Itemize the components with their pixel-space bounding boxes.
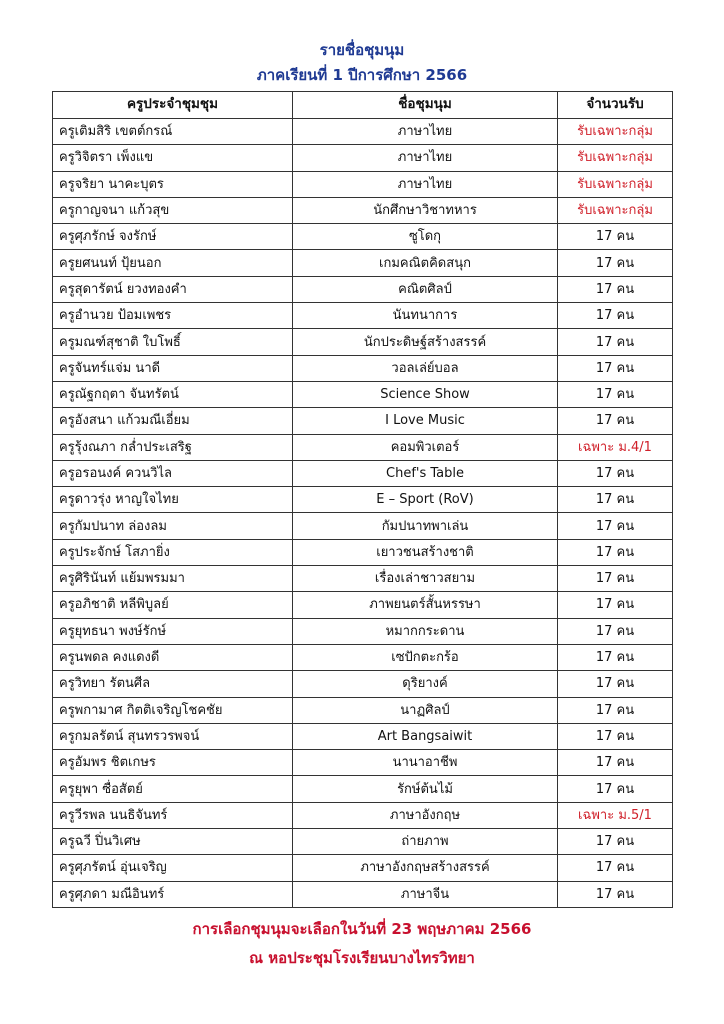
capacity-cell: 17 คน — [558, 276, 673, 302]
teacher-name-cell: ครูนพดล คงแดงดี — [53, 644, 293, 670]
teacher-name-cell: ครูกัมปนาท ล่องลม — [53, 513, 293, 539]
capacity-cell: 17 คน — [558, 460, 673, 486]
teacher-name-cell: ครูศุภรักษ์ จงรักษ์ — [53, 224, 293, 250]
club-name-cell: E – Sport (RoV) — [293, 487, 558, 513]
capacity-cell: 17 คน — [558, 303, 673, 329]
club-name-cell: I Love Music — [293, 408, 558, 434]
capacity-cell: 17 คน — [558, 881, 673, 907]
club-name-cell: นานาอาชีพ — [293, 750, 558, 776]
capacity-cell: รับเฉพาะกลุ่ม — [558, 197, 673, 223]
teacher-name-cell: ครูวิจิตรา เพ็งแข — [53, 145, 293, 171]
table-row — [53, 776, 673, 802]
club-name-cell: Art Bangsaiwit — [293, 723, 558, 749]
capacity-cell: เฉพาะ ม.5/1 — [558, 802, 673, 828]
capacity-cell: รับเฉพาะกลุ่ม — [558, 119, 673, 145]
teacher-name-cell: ครูอำนวย ป้อมเพชร — [53, 303, 293, 329]
table-row — [53, 697, 673, 723]
capacity-cell: 17 คน — [558, 329, 673, 355]
table-row — [53, 855, 673, 881]
club-name-cell: Science Show — [293, 381, 558, 407]
club-name-cell: เยาวชนสร้างชาติ — [293, 539, 558, 565]
teacher-name-cell: ครูกาญจนา แก้วสุข — [53, 197, 293, 223]
table-header-row — [53, 92, 673, 119]
club-name-cell: ภาษาอังกฤษสร้างสรรค์ — [293, 855, 558, 881]
column-header-club: ชื่อชุมนุม — [293, 92, 558, 119]
teacher-name-cell: ครูจันทร์แจ่ม นาดี — [53, 355, 293, 381]
capacity-cell: 17 คน — [558, 355, 673, 381]
club-name-cell: คณิตศิลป์ — [293, 276, 558, 302]
capacity-cell: 17 คน — [558, 697, 673, 723]
capacity-cell: 17 คน — [558, 539, 673, 565]
teacher-name-cell: ครูยศนนท์ ปุ้ยนอก — [53, 250, 293, 276]
teacher-name-cell: ครูวีรพล นนธิจันทร์ — [53, 802, 293, 828]
table-row — [53, 329, 673, 355]
table-row — [53, 381, 673, 407]
club-name-cell: ซูโดกุ — [293, 224, 558, 250]
club-name-cell: เรื่องเล่าชาวสยาม — [293, 566, 558, 592]
capacity-cell: 17 คน — [558, 224, 673, 250]
table-row — [53, 276, 673, 302]
capacity-cell: 17 คน — [558, 566, 673, 592]
teacher-name-cell: ครูณัฐกฤตา จันทรัตน์ — [53, 381, 293, 407]
club-name-cell: กัมปนาทพาเล่น — [293, 513, 558, 539]
table-row — [53, 487, 673, 513]
capacity-cell: 17 คน — [558, 487, 673, 513]
table-row — [53, 671, 673, 697]
teacher-name-cell: ครูประจักษ์ โสภายิ่ง — [53, 539, 293, 565]
table-row — [53, 460, 673, 486]
capacity-cell: รับเฉพาะกลุ่ม — [558, 171, 673, 197]
club-name-cell: ภาษาไทย — [293, 119, 558, 145]
table-row — [53, 434, 673, 460]
club-name-cell: เซปักตะกร้อ — [293, 644, 558, 670]
table-row — [53, 881, 673, 907]
column-header-teacher: ครูประจำชุมชุม — [53, 92, 293, 119]
table-row — [53, 802, 673, 828]
club-name-cell: นันทนาการ — [293, 303, 558, 329]
capacity-cell: 17 คน — [558, 671, 673, 697]
club-name-cell: นักศึกษาวิชาทหาร — [293, 197, 558, 223]
club-name-cell: รักษ์ต้นไม้ — [293, 776, 558, 802]
teacher-name-cell: ครูจริยา นาคะบุตร — [53, 171, 293, 197]
footer-note-venue: ณ หอประชุมโรงเรียนบางไทรวิทยา — [249, 949, 475, 967]
capacity-cell: 17 คน — [558, 381, 673, 407]
club-name-cell: Chef's Table — [293, 460, 558, 486]
club-name-cell: ดุริยางค์ — [293, 671, 558, 697]
capacity-cell: 17 คน — [558, 723, 673, 749]
capacity-cell: 17 คน — [558, 829, 673, 855]
table-row — [53, 539, 673, 565]
table-row — [53, 355, 673, 381]
capacity-cell: เฉพาะ ม.4/1 — [558, 434, 673, 460]
table-row — [53, 513, 673, 539]
teacher-name-cell: ครูศิรินันท์ แย้มพรมมา — [53, 566, 293, 592]
teacher-name-cell: ครูพกามาศ กิตติเจริญโชคชัย — [53, 697, 293, 723]
capacity-cell: 17 คน — [558, 513, 673, 539]
teacher-name-cell: ครูศุภรัตน์ อุ่นเจริญ — [53, 855, 293, 881]
teacher-name-cell: ครูฉวี ปิ่นวิเศษ — [53, 829, 293, 855]
table-row — [53, 566, 673, 592]
teacher-name-cell: ครูศุภดา มณีอินทร์ — [53, 881, 293, 907]
teacher-name-cell: ครูกมลรัตน์ สุนทรวรพจน์ — [53, 723, 293, 749]
table-row — [53, 197, 673, 223]
club-name-cell: วอลเล่ย์บอล — [293, 355, 558, 381]
table-row — [53, 408, 673, 434]
table-row — [53, 723, 673, 749]
teacher-name-cell: ครูสุดารัตน์ ยวงทองคำ — [53, 276, 293, 302]
teacher-name-cell: ครูอัมพร ชิตเกษร — [53, 750, 293, 776]
club-name-cell: ภาษาอังกฤษ — [293, 802, 558, 828]
capacity-cell: 17 คน — [558, 855, 673, 881]
club-name-cell: ภาษาไทย — [293, 171, 558, 197]
page-title: รายชื่อชุมนุม — [319, 41, 405, 59]
table-row — [53, 829, 673, 855]
capacity-cell: 17 คน — [558, 644, 673, 670]
teacher-name-cell: ครูเติมสิริ เขตต์กรณ์ — [53, 119, 293, 145]
club-name-cell: ภาษาไทย — [293, 145, 558, 171]
club-name-cell: เกมคณิตคิดสนุก — [293, 250, 558, 276]
capacity-cell: 17 คน — [558, 408, 673, 434]
table-row — [53, 250, 673, 276]
table-row — [53, 224, 673, 250]
club-name-cell: ภาษาจีน — [293, 881, 558, 907]
club-name-cell: นาฏศิลป์ — [293, 697, 558, 723]
table-row — [53, 303, 673, 329]
column-header-capacity: จำนวนรับ — [558, 92, 673, 119]
club-name-cell: ภาพยนตร์สั้นหรรษา — [293, 592, 558, 618]
table-row — [53, 644, 673, 670]
footer-note-date: การเลือกชุมนุมจะเลือกในวันที่ 23 พฤษภาคม 2566 — [192, 920, 532, 938]
table-row — [53, 171, 673, 197]
club-name-cell: คอมพิวเตอร์ — [293, 434, 558, 460]
table-body — [53, 119, 673, 908]
teacher-name-cell: ครูรุ้งณภา กล่ำประเสริฐ — [53, 434, 293, 460]
teacher-name-cell: ครูมณฑ์สุชาติ ใบโพธิ์ — [53, 329, 293, 355]
teacher-name-cell: ครูอังสนา แก้วมณีเอี่ยม — [53, 408, 293, 434]
club-name-cell: นักประดิษฐ์สร้างสรรค์ — [293, 329, 558, 355]
teacher-name-cell: ครูวิทยา รัตนศีล — [53, 671, 293, 697]
capacity-cell: 17 คน — [558, 618, 673, 644]
table-row — [53, 145, 673, 171]
capacity-cell: 17 คน — [558, 592, 673, 618]
club-table — [52, 91, 673, 908]
table-row — [53, 592, 673, 618]
capacity-cell: 17 คน — [558, 250, 673, 276]
capacity-cell: รับเฉพาะกลุ่ม — [558, 145, 673, 171]
teacher-name-cell: ครูอรอนงค์ ควนวิไล — [53, 460, 293, 486]
teacher-name-cell: ครูดาวรุ่ง หาญใจไทย — [53, 487, 293, 513]
table-row — [53, 618, 673, 644]
table-row — [53, 750, 673, 776]
teacher-name-cell: ครูยุพา ซื่อสัตย์ — [53, 776, 293, 802]
capacity-cell: 17 คน — [558, 776, 673, 802]
table-row — [53, 119, 673, 145]
club-name-cell: หมากกระดาน — [293, 618, 558, 644]
teacher-name-cell: ครูยุทธนา พงษ์รักษ์ — [53, 618, 293, 644]
capacity-cell: 17 คน — [558, 750, 673, 776]
club-name-cell: ถ่ายภาพ — [293, 829, 558, 855]
page-subtitle: ภาคเรียนที่ 1 ปีการศึกษา 2566 — [256, 66, 468, 84]
teacher-name-cell: ครูอภิชาติ หลีพิบูลย์ — [53, 592, 293, 618]
